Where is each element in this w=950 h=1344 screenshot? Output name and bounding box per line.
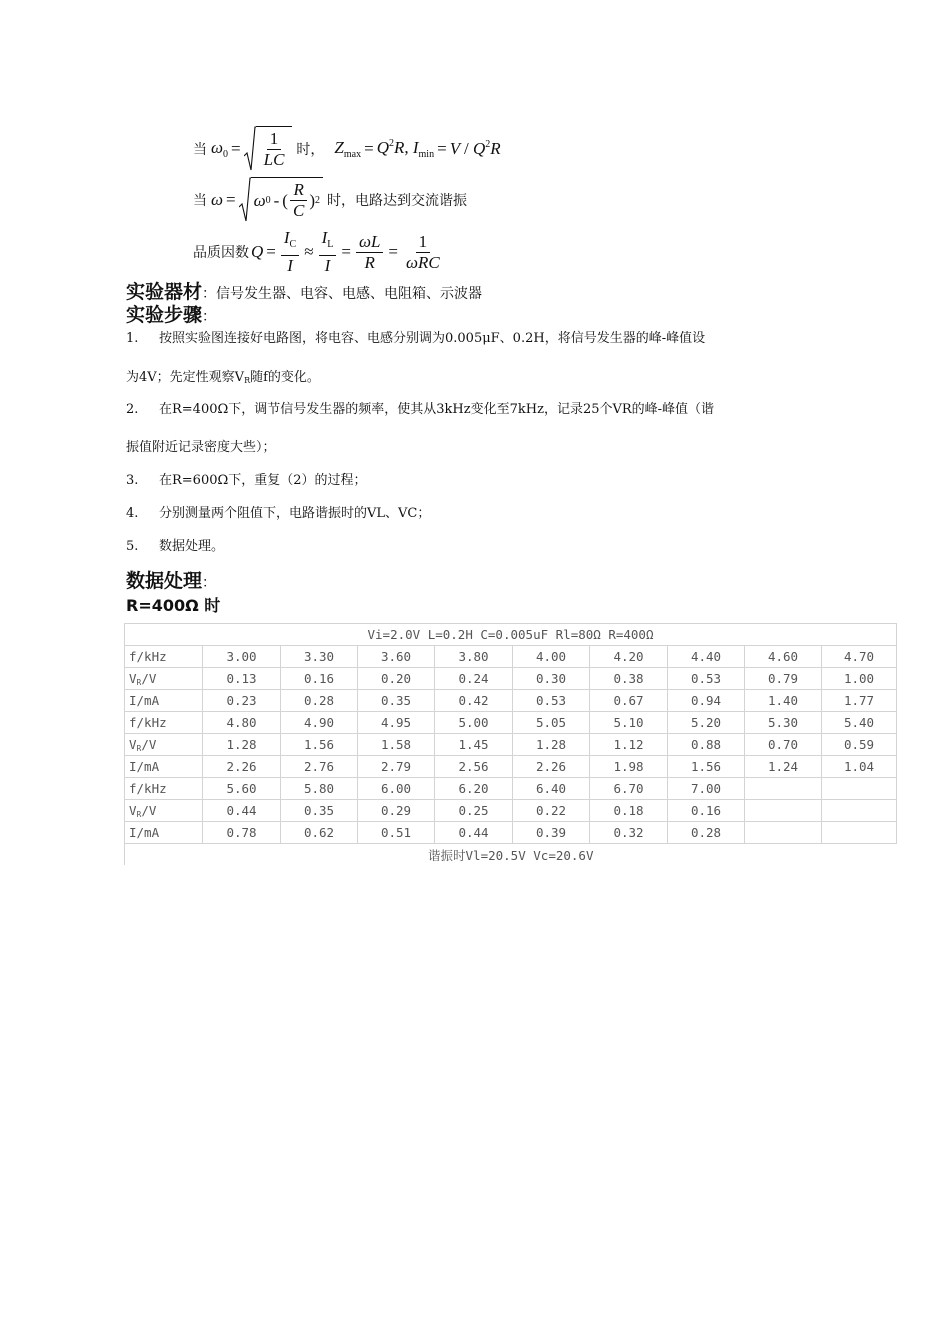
table-cell: 0.30 — [513, 668, 590, 690]
formula-prefix: 当 — [193, 193, 207, 209]
table-cell — [745, 800, 822, 822]
label-part: V — [129, 802, 137, 818]
table-header-row — [125, 624, 897, 646]
table-cell — [745, 822, 822, 844]
table-cell: 5.80 — [281, 778, 358, 800]
steps-section-title — [126, 300, 216, 327]
table-cell: 0.44 — [435, 822, 513, 844]
table-row — [125, 712, 897, 734]
table-cell: 0.13 — [203, 668, 281, 690]
label-part: /V — [141, 802, 157, 818]
table-cell: 4.90 — [281, 712, 358, 734]
table-cell: 0.70 — [745, 734, 822, 756]
step-number: 5. — [126, 539, 139, 554]
table-cell: 0.22 — [513, 800, 590, 822]
table-cell: 0.29 — [358, 800, 435, 822]
subscript-r: R — [244, 376, 251, 385]
table-cell — [822, 778, 897, 800]
sqrt-expression: ω 0 - ( $\frac{R}{C}$ ) 2 — [239, 177, 323, 223]
table-cell: 0.44 — [203, 800, 281, 822]
step-number: 2. — [126, 402, 139, 417]
table-cell: 0.79 — [745, 668, 822, 690]
table-cell: 1.28 — [513, 734, 590, 756]
step-item-2 — [126, 398, 714, 417]
table-footer-row — [125, 844, 897, 866]
radical-sign-icon — [239, 177, 251, 223]
step-number: 3. — [126, 473, 139, 488]
table-cell: 0.94 — [668, 690, 745, 712]
step-number: 4. — [126, 506, 139, 521]
table-cell: 1.12 — [590, 734, 668, 756]
table-cell — [822, 800, 897, 822]
table-cell: 5.10 — [590, 712, 668, 734]
table-cell: 2.26 — [513, 756, 590, 778]
table-cell: 3.80 — [435, 646, 513, 668]
table-cell: 5.40 — [822, 712, 897, 734]
table-cell: 1.58 — [358, 734, 435, 756]
step-item-3 — [126, 469, 367, 488]
table-cell — [745, 778, 822, 800]
table-cell: 5.30 — [745, 712, 822, 734]
table-cell: 1.45 — [435, 734, 513, 756]
table-cell: 0.24 — [435, 668, 513, 690]
step-number: 1. — [126, 331, 139, 346]
steps-title: 实验步骤 — [126, 304, 203, 326]
table-cell: 0.53 — [668, 668, 745, 690]
table-cell: 6.40 — [513, 778, 590, 800]
step-text: 随f的变化。 — [250, 370, 320, 385]
equals-sign: = — [266, 242, 276, 261]
q-symbol: Q — [251, 242, 264, 261]
table-cell: 7.00 — [668, 778, 745, 800]
step-item-5 — [126, 535, 224, 554]
step-text: 分别测量两个阻值下，电路谐振时的VL、VC； — [159, 506, 431, 521]
steps-colon: ： — [202, 309, 217, 325]
table-cell: 4.20 — [590, 646, 668, 668]
row-label-vr — [125, 800, 203, 822]
sqrt-expression: $\frac{1}{LC}$ — [244, 126, 293, 172]
table-cell: 2.56 — [435, 756, 513, 778]
table-cell: 0.16 — [668, 800, 745, 822]
table-cell: 1.56 — [281, 734, 358, 756]
table-cell: 0.20 — [358, 668, 435, 690]
table-cell: 0.35 — [281, 800, 358, 822]
table-cell: 0.16 — [281, 668, 358, 690]
table-cell: 3.00 — [203, 646, 281, 668]
table-cell: 0.62 — [281, 822, 358, 844]
table-row — [125, 646, 897, 668]
table-cell: 0.18 — [590, 800, 668, 822]
table-cell: 0.53 — [513, 690, 590, 712]
label-part: V — [129, 736, 137, 752]
table-cell: 1.00 — [822, 668, 897, 690]
table-cell: 0.78 — [203, 822, 281, 844]
table-header: Vi=2.0V L=0.2H C=0.005uF Rl=80Ω R=400Ω — [125, 624, 897, 646]
table-cell: 5.20 — [668, 712, 745, 734]
table-cell: 1.77 — [822, 690, 897, 712]
table-cell: 4.60 — [745, 646, 822, 668]
omega-l-over-r: $\frac{\omega L}{R}$ — [356, 232, 383, 273]
radical-sign-icon — [244, 126, 256, 172]
table-cell: 0.51 — [358, 822, 435, 844]
formula-connector: 时， — [296, 142, 325, 158]
table-cell: 0.42 — [435, 690, 513, 712]
v-over-q2r: V / $Q^2R$ — [449, 139, 501, 158]
table-cell: 0.23 — [203, 690, 281, 712]
table-cell: 4.70 — [822, 646, 897, 668]
materials-text: ：信号发生器、电容、电感、电阻箱、示波器 — [202, 286, 483, 302]
materials-title: 实验器材 — [126, 281, 203, 303]
table-cell — [822, 822, 897, 844]
one-over-omega-rc: $\frac{1}{\text{ωRC}}$ — [406, 231, 440, 272]
step-text: 在R=600Ω下，重复（2）的过程； — [159, 473, 367, 488]
table-cell: 6.70 — [590, 778, 668, 800]
table-cell: 0.35 — [358, 690, 435, 712]
step-text: 在R=400Ω下，调节信号发生器的频率，使其从3kHz变化至7kHz，记录25个VR的峰-峰值（谐 — [159, 402, 715, 417]
label-subscript: R — [136, 743, 142, 753]
table-cell: 2.26 — [203, 756, 281, 778]
il-over-i: $\frac{I_L}{I}$ — [319, 228, 337, 276]
omega-zero: $\omega_0$ — [211, 138, 229, 160]
table-cell: 4.00 — [513, 646, 590, 668]
table-cell: 0.32 — [590, 822, 668, 844]
row-label-vr — [125, 734, 203, 756]
table-row — [125, 690, 897, 712]
equals-sign: = — [437, 139, 447, 158]
table-cell: 0.59 — [822, 734, 897, 756]
data-table — [124, 623, 897, 865]
step-item-2-continued — [126, 436, 276, 455]
formula-resonance-condition — [193, 177, 471, 223]
row-label-f: f/kHz — [125, 712, 203, 734]
label-part: /V — [141, 670, 157, 686]
ic-over-i: $\frac{I_C}{I}$ — [281, 228, 299, 276]
table-cell: 0.25 — [435, 800, 513, 822]
table-cell: 0.38 — [590, 668, 668, 690]
table-row — [125, 668, 897, 690]
label-part: /V — [141, 736, 157, 752]
q-squared-r: $Q^2R$, $I_{min}$ — [376, 138, 435, 160]
step-item-1 — [126, 327, 705, 346]
table-row — [125, 822, 897, 844]
step-text: 按照实验图连接好电路图，将电容、电感分别调为0.005μF、0.2H，将信号发生器的峰-峰值设 — [159, 331, 706, 346]
table-cell: 0.28 — [668, 822, 745, 844]
table-cell: 6.00 — [358, 778, 435, 800]
table-cell: 3.60 — [358, 646, 435, 668]
data-section-title — [126, 566, 216, 593]
row-label-f: f/kHz — [125, 778, 203, 800]
row-label-i: I/mA — [125, 756, 203, 778]
formula-prefix: 当 — [193, 142, 207, 158]
table-cell: 2.79 — [358, 756, 435, 778]
formula-quality-factor — [193, 228, 445, 276]
table-cell: 0.39 — [513, 822, 590, 844]
step-text: 为4V；先定性观察V — [126, 370, 245, 385]
subheading-r400: R=400Ω 时 — [126, 596, 221, 615]
equals-sign: = — [341, 242, 351, 261]
equals-sign: = — [364, 139, 374, 158]
z-max: $Z_{max}$ — [334, 138, 362, 160]
step-item-4 — [126, 502, 430, 521]
formula-suffix: 时，电路达到交流谐振 — [326, 193, 467, 209]
step-text: 数据处理。 — [159, 539, 225, 554]
equals-sign: = — [231, 139, 241, 158]
label-subscript: R — [136, 809, 142, 819]
data-title: 数据处理 — [126, 570, 203, 592]
step-item-1-continued — [126, 366, 320, 385]
table-cell: 0.67 — [590, 690, 668, 712]
table-cell: 4.95 — [358, 712, 435, 734]
equals-sign: = — [226, 190, 236, 209]
table-cell: 1.40 — [745, 690, 822, 712]
table-cell: 4.40 — [668, 646, 745, 668]
step-text: 振值附近记录密度大些）； — [126, 440, 276, 455]
table-cell: 1.98 — [590, 756, 668, 778]
table-cell: 3.30 — [281, 646, 358, 668]
equals-sign: = — [388, 242, 398, 261]
omega: ω — [211, 190, 224, 209]
table-row — [125, 734, 897, 756]
row-label-f: f/kHz — [125, 646, 203, 668]
formula-prefix: 品质因数 — [193, 245, 249, 261]
table-cell: 1.04 — [822, 756, 897, 778]
table-cell: 2.76 — [281, 756, 358, 778]
table-cell: 0.28 — [281, 690, 358, 712]
table-footer: 谐振时Vl=20.5V Vc=20.6V — [125, 844, 897, 866]
table-cell: 1.28 — [203, 734, 281, 756]
label-part: V — [129, 670, 137, 686]
table-cell: 5.00 — [435, 712, 513, 734]
formula-resonance-frequency — [193, 126, 501, 172]
table-row — [125, 800, 897, 822]
row-label-i: I/mA — [125, 822, 203, 844]
table-cell: 4.80 — [203, 712, 281, 734]
row-label-i: I/mA — [125, 690, 203, 712]
table-cell: 1.56 — [668, 756, 745, 778]
table-cell: 6.20 — [435, 778, 513, 800]
data-colon: ： — [202, 575, 217, 591]
table-row — [125, 778, 897, 800]
table-cell: 0.88 — [668, 734, 745, 756]
table-cell: 1.24 — [745, 756, 822, 778]
table-row — [125, 756, 897, 778]
table-cell: 5.05 — [513, 712, 590, 734]
label-subscript: R — [136, 677, 142, 687]
table-cell: 5.60 — [203, 778, 281, 800]
row-label-vr — [125, 668, 203, 690]
approx-sign: ≈ — [304, 242, 314, 261]
